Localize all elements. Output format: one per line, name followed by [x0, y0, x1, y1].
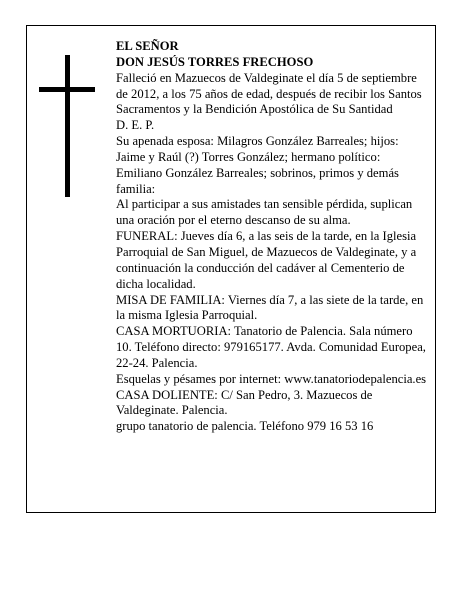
funeral-home-contact: grupo tanatorio de palencia. Teléfono 979 16 53 16: [116, 419, 374, 434]
deceased-name: DON JESÚS TORRES FRECHOSO: [116, 54, 314, 69]
mortuary-info: CASA MORTUORIA: Tanatorio de Palencia. Sala número 10. Teléfono directo: 979165177. Avda. Comunidad Europea, 22-24. Palencia.: [116, 324, 426, 370]
funeral-info: FUNERAL: Jueves día 6, a las seis de la tarde, en la Iglesia Parroquial de San Miguel, de Mazuecos de Valdeginate, y a continuación la conducción del cadáver al Cementerio de dicha localidad.: [116, 229, 417, 291]
rip-line: D. E. P.: [116, 118, 155, 133]
obituary-text: [116, 39, 428, 435]
prayer-request: Al participar a sus amistades tan sensible pérdida, suplican una oración por el eterno descanso de su alma.: [116, 197, 413, 228]
cross-icon: [39, 55, 95, 197]
family-home-info: CASA DOLIENTE: C/ San Pedro, 3. Mazuecos de Valdeginate. Palencia.: [116, 387, 373, 418]
internet-condolences: Esquelas y pésames por internet: www.tanatoriodepalencia.es: [116, 371, 427, 386]
obituary-notice: [26, 25, 436, 513]
family-mass-info: MISA DE FAMILIA: Viernes día 7, a las siete de la tarde, en la misma Iglesia Parroquial.: [116, 292, 424, 323]
family-list: Su apenada esposa: Milagros González Barreales; hijos: Jaime y Raúl (?) Torres González; hermano político: Emiliano González Barreales; sobrinos, primos y demás familia:: [116, 134, 399, 196]
death-announcement: Falleció en Mazuecos de Valdeginate el día 5 de septiembre de 2012, a los 75 años de edad, después de recibir los Santos Sacramentos y la Bendición Apostólica de Su Santidad: [116, 70, 422, 117]
obituary-title: EL SEÑOR: [116, 39, 179, 53]
